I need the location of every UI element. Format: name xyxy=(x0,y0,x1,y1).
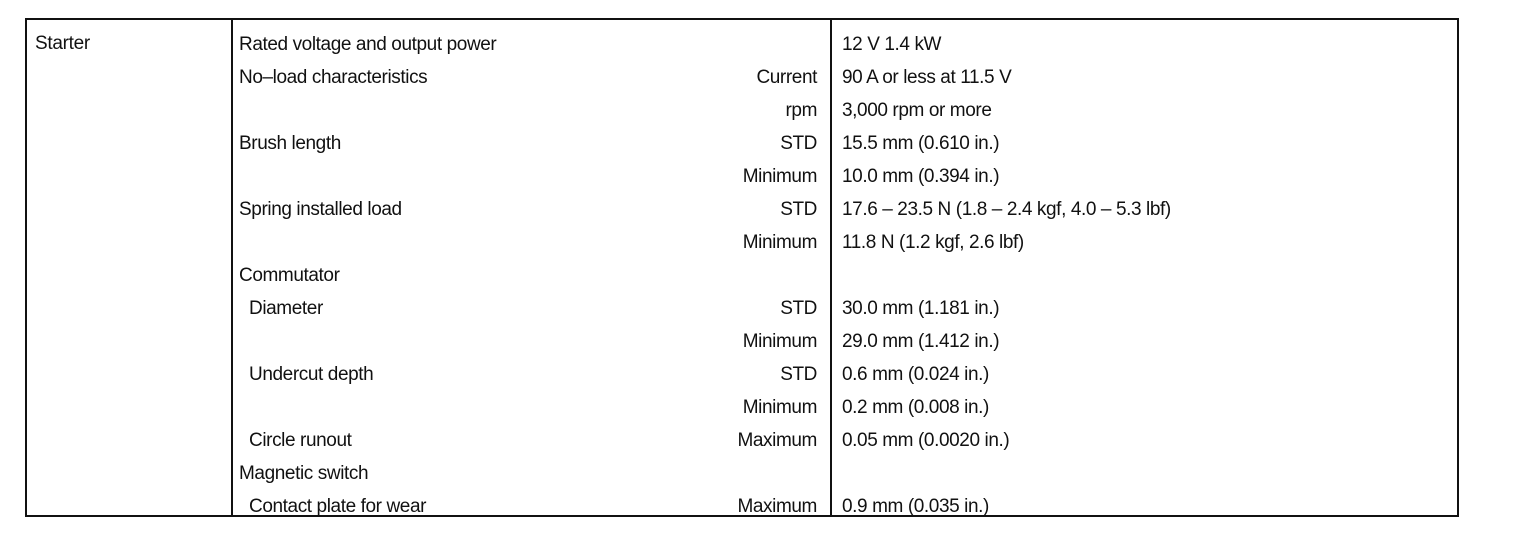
spec-item: Diameter xyxy=(249,298,323,319)
spec-item: Commutator xyxy=(239,265,340,286)
table-row xyxy=(27,358,1457,391)
spec-value: 12 V 1.4 kW xyxy=(842,34,942,55)
spec-value: 30.0 mm (1.181 in.) xyxy=(842,298,1000,319)
spec-value: 11.8 N (1.2 kgf, 2.6 lbf) xyxy=(842,232,1024,253)
spec-value: 17.6 – 23.5 N (1.8 – 2.4 kgf, 4.0 – 5.3 lbf) xyxy=(842,199,1171,220)
spec-value: 15.5 mm (0.610 in.) xyxy=(842,133,1000,154)
component-name: Starter xyxy=(35,33,90,54)
spec-value: 0.9 mm (0.035 in.) xyxy=(842,496,989,517)
table-row xyxy=(27,226,1457,259)
table-row xyxy=(27,292,1457,325)
table-row xyxy=(27,490,1457,523)
spec-qualifier: Maximum xyxy=(737,496,817,517)
table-row xyxy=(27,61,1457,94)
spec-qualifier: STD xyxy=(780,133,817,154)
spec-value: 0.6 mm (0.024 in.) xyxy=(842,364,989,385)
spec-value: 10.0 mm (0.394 in.) xyxy=(842,166,1000,187)
spec-qualifier: Maximum xyxy=(737,430,817,451)
spec-value: 90 A or less at 11.5 V xyxy=(842,67,1012,88)
table-row xyxy=(27,160,1457,193)
table-row xyxy=(27,127,1457,160)
table-row xyxy=(27,424,1457,457)
spec-item: Brush length xyxy=(239,133,341,154)
table-row xyxy=(27,457,1457,490)
table-row xyxy=(27,94,1457,127)
spec-value: 29.0 mm (1.412 in.) xyxy=(842,331,1000,352)
spec-item: Contact plate for wear xyxy=(249,496,427,517)
spec-qualifier: Minimum xyxy=(742,166,817,187)
spec-qualifier: Current xyxy=(756,67,817,88)
spec-item: Circle runout xyxy=(249,430,352,451)
spec-qualifier: STD xyxy=(780,364,817,385)
spec-value: 0.05 mm (0.0020 in.) xyxy=(842,430,1010,451)
spec-item: Magnetic switch xyxy=(239,463,369,484)
table-row xyxy=(27,391,1457,424)
spec-qualifier: Minimum xyxy=(742,397,817,418)
spec-item: Rated voltage and output power xyxy=(239,34,497,55)
spec-value: 0.2 mm (0.008 in.) xyxy=(842,397,989,418)
table-row xyxy=(27,325,1457,358)
table-row xyxy=(27,28,1457,61)
spec-qualifier: Minimum xyxy=(742,331,817,352)
spec-item: No–load characteristics xyxy=(239,67,428,88)
spec-qualifier: STD xyxy=(780,298,817,319)
spec-table xyxy=(25,18,1459,517)
spec-item: Spring installed load xyxy=(239,199,402,220)
spec-qualifier: Minimum xyxy=(742,232,817,253)
spec-qualifier: rpm xyxy=(785,100,817,121)
table-row xyxy=(27,193,1457,226)
table-row xyxy=(27,259,1457,292)
spec-value: 3,000 rpm or more xyxy=(842,100,992,121)
spec-qualifier: STD xyxy=(780,199,817,220)
spec-item: Undercut depth xyxy=(249,364,374,385)
